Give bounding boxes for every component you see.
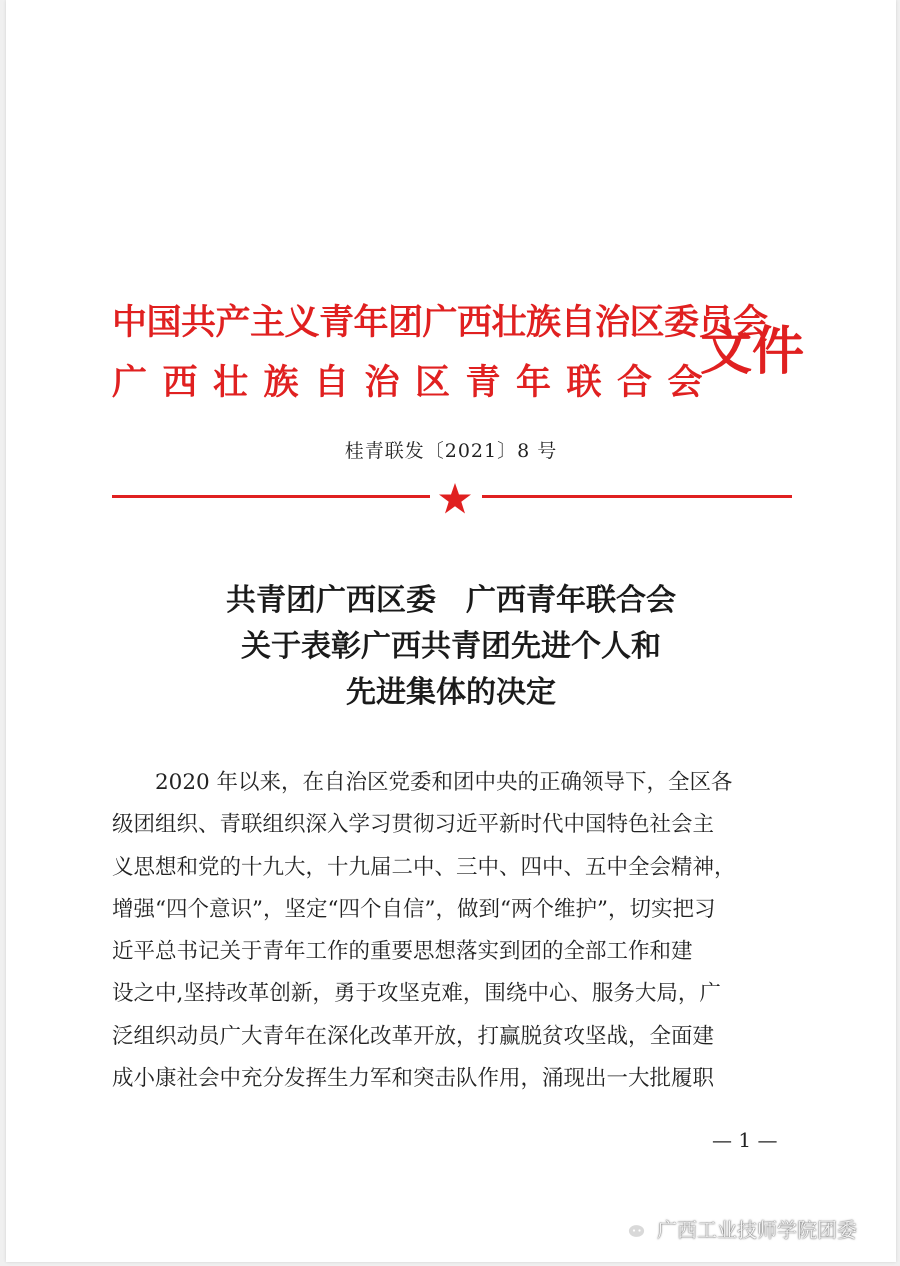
- body-line: 成小康社会中充分发挥生力军和突击队作用，涌现出一大批履职: [112, 1066, 715, 1092]
- account-watermark: [617, 1211, 857, 1245]
- body-line: 设之中,坚持改革创新，勇于攻坚克难，围绕中心、服务大局，广: [112, 981, 721, 1007]
- title-line-3: 先进集体的决定: [346, 675, 556, 710]
- watermark-account-name: 广西工业技师学院团委: [657, 1217, 857, 1242]
- document-type-label: 文件: [700, 321, 805, 382]
- red-divider-left: [112, 495, 430, 498]
- body-line: 2020 年以来，在自治区党委和团中央的正确领导下，全区各: [112, 770, 733, 795]
- document-page: [6, 0, 896, 1262]
- body-line: 级团组织、青联组织深入学习贯彻习近平新时代中国特色社会主: [112, 812, 715, 838]
- page-number: — 1 —: [712, 1128, 778, 1152]
- red-divider-right: [482, 495, 792, 498]
- title-line-2: 关于表彰广西共青团先进个人和: [241, 629, 661, 664]
- body-line: 增强“四个意识”，坚定“四个自信”，做到“两个维护”，切实把习: [112, 896, 716, 922]
- title-line-1: 共青团广西区委 广西青年联合会: [226, 583, 676, 618]
- body-paragraph: [112, 762, 792, 1100]
- issuer-line-youth-federation: 广西壮族自治区青年联合会: [112, 362, 719, 403]
- wechat-icon: [617, 1215, 647, 1241]
- issuer-line-youth-league: 中国共产主义青年团广西壮族自治区委员会: [112, 302, 768, 343]
- document-number: 桂青联发〔2021〕8 号: [344, 440, 558, 462]
- body-line: 泛组织动员广大青年在深化改革开放，打赢脱贫攻坚战，全面建: [112, 1023, 715, 1049]
- body-line: 近平总书记关于青年工作的重要思想落实到团的全部工作和建: [112, 939, 693, 965]
- body-line: 义思想和党的十九大，十九届二中、三中、四中、五中全会精神，: [112, 854, 736, 880]
- red-star-icon: [438, 482, 472, 516]
- document-title: [6, 578, 896, 716]
